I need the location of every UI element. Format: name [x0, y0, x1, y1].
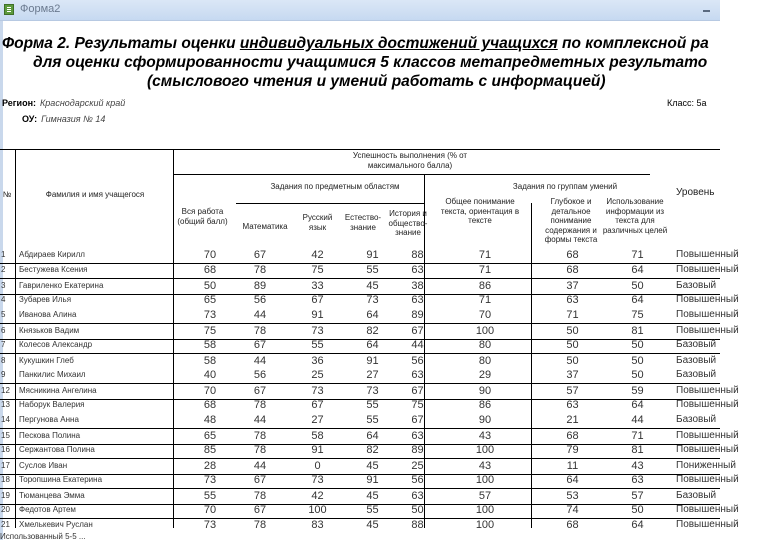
row-number: 16 [1, 445, 10, 454]
school-field [22, 114, 105, 124]
class-field [667, 98, 707, 108]
row-number: 3 [1, 281, 6, 290]
header-num: № [2, 190, 12, 199]
score-total: 48 [203, 414, 217, 426]
student-name: Зубарев Илья [19, 295, 72, 304]
score-history: 56 [411, 474, 424, 486]
score-general: 29 [478, 369, 492, 381]
row-number: 20 [1, 505, 10, 514]
score-russian: 55 [311, 339, 324, 351]
score-deep: 50 [566, 339, 579, 351]
score-deep: 53 [566, 490, 579, 502]
score-general: 90 [478, 385, 492, 397]
score-usage: 63 [631, 474, 644, 486]
score-general: 71 [478, 294, 492, 306]
score-total: 65 [203, 430, 217, 442]
level-value: Базовый [676, 339, 717, 350]
score-deep: 11 [566, 460, 579, 472]
score-general: 57 [478, 490, 492, 502]
row-number: 15 [1, 431, 10, 440]
student-name: Колесов Александр [19, 340, 93, 349]
score-russian: 67 [311, 294, 324, 306]
score-usage: 81 [631, 444, 644, 456]
header-level: Уровень [676, 187, 715, 198]
score-total: 58 [203, 355, 217, 367]
row-number: 9 [1, 370, 6, 379]
score-deep: 64 [566, 474, 579, 486]
score-math: 78 [253, 399, 267, 411]
student-name: Кукушкин Глеб [19, 356, 74, 365]
student-name: Хмелькевич Руслан [19, 520, 93, 529]
score-general: 80 [478, 339, 492, 351]
student-name: Суслов Иван [19, 461, 68, 470]
score-math: 56 [253, 294, 267, 306]
score-deep: 57 [566, 385, 579, 397]
score-usage: 50 [631, 339, 644, 351]
heading-line-1-suffix: по комплексной ра [557, 35, 709, 52]
score-history: 88 [411, 249, 424, 261]
score-math: 44 [253, 414, 267, 426]
student-name: Сержантова Полина [19, 445, 95, 454]
score-russian: 73 [311, 474, 324, 486]
header-skills-group: Задания по группам умений [512, 182, 618, 191]
score-math: 78 [253, 490, 267, 502]
score-russian: 42 [311, 249, 324, 261]
student-name: Пергунова Анна [19, 415, 79, 424]
score-russian: 73 [311, 385, 324, 397]
score-usage: 75 [631, 309, 644, 321]
score-math: 67 [253, 249, 267, 261]
level-value: Базовый [676, 280, 717, 291]
level-value: Базовый [676, 490, 717, 501]
score-total: 55 [203, 490, 217, 502]
form-icon [4, 4, 14, 15]
score-russian: 83 [311, 519, 324, 531]
score-history: 88 [411, 519, 424, 531]
row-number: 6 [1, 326, 6, 335]
score-total: 68 [203, 399, 217, 411]
level-value: Повышенный [676, 474, 739, 485]
score-science: 45 [366, 280, 379, 292]
header-total: Вся работа (общий балл) [177, 207, 228, 226]
score-math: 67 [253, 339, 267, 351]
score-math: 44 [253, 309, 267, 321]
score-usage: 59 [631, 385, 644, 397]
score-deep: 79 [566, 444, 579, 456]
student-name: Федотов Артем [19, 505, 76, 514]
score-general: 100 [475, 519, 495, 531]
score-usage: 64 [631, 264, 644, 276]
score-history: 89 [411, 309, 424, 321]
level-value: Базовый [676, 355, 717, 366]
row-number: 8 [1, 356, 6, 365]
score-general: 100 [475, 325, 495, 337]
class-value: 5а [696, 98, 707, 108]
row-number: 1 [1, 250, 6, 259]
score-history: 63 [411, 430, 424, 442]
score-total: 75 [203, 325, 217, 337]
score-deep: 21 [566, 414, 579, 426]
score-general: 86 [478, 280, 492, 292]
row-number: 7 [1, 340, 6, 349]
row-number: 5 [1, 310, 6, 319]
header-russian: Русский язык [302, 213, 333, 232]
score-math: 78 [253, 430, 267, 442]
score-science: 45 [366, 490, 379, 502]
header-name: Фамилия и имя учащегося [45, 190, 145, 199]
score-general: 100 [475, 444, 495, 456]
score-total: 73 [203, 519, 217, 531]
level-value: Повышенный [676, 399, 739, 410]
score-history: 38 [411, 280, 424, 292]
level-value: Повышенный [676, 430, 739, 441]
row-number: 18 [1, 475, 10, 484]
score-deep: 37 [566, 369, 579, 381]
score-science: 91 [366, 474, 379, 486]
row-number: 2 [1, 265, 6, 274]
score-total: 85 [203, 444, 217, 456]
header-rule-subjects [236, 203, 424, 204]
header-usage: Использование информации из текста для различных целей [602, 197, 668, 235]
level-value: Повышенный [676, 249, 739, 260]
score-science: 55 [366, 399, 379, 411]
level-value: Пониженный [676, 460, 736, 471]
score-science: 45 [366, 519, 379, 531]
score-usage: 64 [631, 294, 644, 306]
score-total: 58 [203, 339, 217, 351]
table-top-rule [0, 149, 720, 150]
school-label: ОУ: [22, 114, 38, 124]
score-deep: 68 [566, 249, 579, 261]
score-usage: 81 [631, 325, 644, 337]
score-usage: 44 [631, 414, 644, 426]
school-value: Гимназия № 14 [41, 114, 106, 124]
header-deep: Глубокое и детальное понимание содержания и формы текста [544, 197, 598, 244]
col-divider-general [531, 203, 532, 528]
row-number: 12 [1, 386, 10, 395]
score-math: 78 [253, 325, 267, 337]
score-history: 63 [411, 490, 424, 502]
window-title: Форма2 [20, 3, 61, 15]
student-name: Пескова Полина [19, 431, 81, 440]
score-science: 64 [366, 339, 379, 351]
heading-line-1-underlined: индивидуальных достижений учащихся [239, 35, 558, 52]
score-deep: 71 [566, 309, 579, 321]
score-history: 63 [411, 294, 424, 306]
score-deep: 50 [566, 355, 579, 367]
score-deep: 63 [566, 399, 579, 411]
header-science: Естество-знание [344, 213, 382, 232]
score-general: 86 [478, 399, 492, 411]
score-general: 43 [478, 430, 492, 442]
score-deep: 37 [566, 280, 579, 292]
score-history: 75 [411, 399, 424, 411]
level-value: Повышенный [676, 294, 739, 305]
score-science: 64 [366, 430, 379, 442]
row-number: 19 [1, 491, 10, 500]
score-history: 63 [411, 369, 424, 381]
score-general: 43 [478, 460, 492, 472]
student-name: Абдираев Кирилл [19, 250, 85, 259]
level-value: Повышенный [676, 504, 739, 515]
level-value: Базовый [676, 414, 717, 425]
score-deep: 68 [566, 430, 579, 442]
score-science: 64 [366, 309, 379, 321]
score-history: 50 [411, 504, 424, 516]
header-rule-success [173, 174, 650, 175]
score-russian: 0 [314, 460, 321, 472]
level-value: Базовый [676, 369, 717, 380]
heading-line-3: (смыслового чтения и умений работать с информацией) [147, 73, 606, 90]
header-general: Общее понимание текста, ориентация в тексте [440, 197, 520, 225]
score-science: 91 [366, 355, 379, 367]
score-usage: 50 [631, 504, 644, 516]
heading-line-1-prefix: Форма 2. Результаты оценки [2, 35, 240, 52]
row-number: 13 [1, 400, 10, 409]
score-usage: 43 [631, 460, 644, 472]
footer-note: Использованный 5-5 ... [0, 532, 86, 541]
score-science: 27 [366, 369, 379, 381]
row-number: 21 [1, 520, 10, 529]
score-math: 44 [253, 460, 267, 472]
score-usage: 71 [631, 430, 644, 442]
score-deep: 68 [566, 519, 579, 531]
student-name: Бестужева Ксения [19, 265, 88, 274]
score-history: 63 [411, 264, 424, 276]
score-general: 70 [478, 309, 492, 321]
header-history: История и общество-знание [388, 209, 428, 237]
score-russian: 58 [311, 430, 324, 442]
score-math: 67 [253, 385, 267, 397]
score-math: 78 [253, 444, 267, 456]
score-math: 56 [253, 369, 267, 381]
score-science: 82 [366, 325, 379, 337]
student-name: Иванова Алина [19, 310, 77, 319]
score-history: 89 [411, 444, 424, 456]
score-total: 65 [203, 294, 217, 306]
heading-line-2: для оценки сформированности учащимися 5 классов метапредметных результато [33, 54, 708, 71]
student-name: Мясникина Ангелина [19, 386, 97, 395]
student-name: Торопшина Екатерина [19, 475, 103, 484]
level-value: Повышенный [676, 309, 739, 320]
score-usage: 57 [631, 490, 644, 502]
score-total: 68 [203, 264, 217, 276]
score-science: 91 [366, 249, 379, 261]
score-general: 90 [478, 414, 492, 426]
level-value: Повышенный [676, 519, 739, 530]
score-math: 67 [253, 474, 267, 486]
score-math: 78 [253, 264, 267, 276]
score-deep: 63 [566, 294, 579, 306]
score-history: 25 [411, 460, 424, 472]
level-value: Повышенный [676, 444, 739, 455]
score-russian: 42 [311, 490, 324, 502]
score-total: 70 [203, 249, 217, 261]
score-total: 50 [203, 280, 217, 292]
score-total: 28 [203, 460, 217, 472]
score-russian: 91 [311, 309, 324, 321]
student-name: Князьков Вадим [19, 326, 80, 335]
header-success: Успешность выполнения (% от максимального балла) [352, 151, 468, 170]
score-math: 44 [253, 355, 267, 367]
level-value: Повышенный [676, 325, 739, 336]
score-usage: 50 [631, 355, 644, 367]
score-russian: 73 [311, 325, 324, 337]
score-general: 80 [478, 355, 492, 367]
score-science: 55 [366, 264, 379, 276]
class-label: Класс: [667, 98, 694, 108]
score-russian: 25 [311, 369, 324, 381]
score-general: 71 [478, 264, 492, 276]
score-general: 100 [475, 474, 495, 486]
score-math: 89 [253, 280, 267, 292]
score-history: 56 [411, 355, 424, 367]
row-number: 4 [1, 295, 6, 304]
score-usage: 50 [631, 369, 644, 381]
score-history: 67 [411, 414, 424, 426]
score-history: 67 [411, 385, 424, 397]
score-usage: 71 [631, 249, 644, 261]
score-general: 100 [475, 504, 495, 516]
score-history: 67 [411, 325, 424, 337]
score-deep: 50 [566, 325, 579, 337]
row-number: 17 [1, 461, 10, 470]
level-value: Повышенный [676, 385, 739, 396]
score-russian: 100 [308, 504, 327, 516]
student-name: Гавриленко Екатерина [19, 281, 104, 290]
region-label: Регион: [2, 98, 36, 108]
window-titlebar [0, 0, 720, 21]
score-russian: 27 [311, 414, 324, 426]
level-value: Повышенный [676, 264, 739, 275]
score-total: 73 [203, 309, 217, 321]
score-science: 55 [366, 504, 379, 516]
score-russian: 67 [311, 399, 324, 411]
row-number: 14 [1, 415, 10, 424]
score-math: 67 [253, 504, 267, 516]
student-name: Тюманцева Эмма [19, 491, 85, 500]
score-math: 78 [253, 519, 267, 531]
student-name: Панкилис Михаил [19, 370, 86, 379]
score-russian: 36 [311, 355, 324, 367]
header-subject-group: Задания по предметным областям [270, 182, 400, 191]
score-science: 73 [366, 385, 379, 397]
score-science: 82 [366, 444, 379, 456]
student-name: Наборук Валерия [19, 400, 85, 409]
score-science: 73 [366, 294, 379, 306]
score-total: 40 [203, 369, 217, 381]
score-history: 44 [411, 339, 424, 351]
score-usage: 50 [631, 280, 644, 292]
header-math: Математика [242, 222, 288, 231]
score-usage: 64 [631, 399, 644, 411]
score-general: 71 [478, 249, 492, 261]
score-total: 70 [203, 385, 217, 397]
score-deep: 68 [566, 264, 579, 276]
score-deep: 74 [566, 504, 579, 516]
score-usage: 64 [631, 519, 644, 531]
score-russian: 91 [311, 444, 324, 456]
heading-line-1 [2, 34, 709, 53]
score-science: 55 [366, 414, 379, 426]
score-russian: 33 [311, 280, 324, 292]
region-field [2, 98, 125, 108]
score-russian: 75 [311, 264, 324, 276]
score-total: 70 [203, 504, 217, 516]
minimize-button[interactable] [700, 4, 714, 16]
region-value: Краснодарский край [40, 98, 126, 108]
score-total: 73 [203, 474, 217, 486]
score-science: 45 [366, 460, 379, 472]
